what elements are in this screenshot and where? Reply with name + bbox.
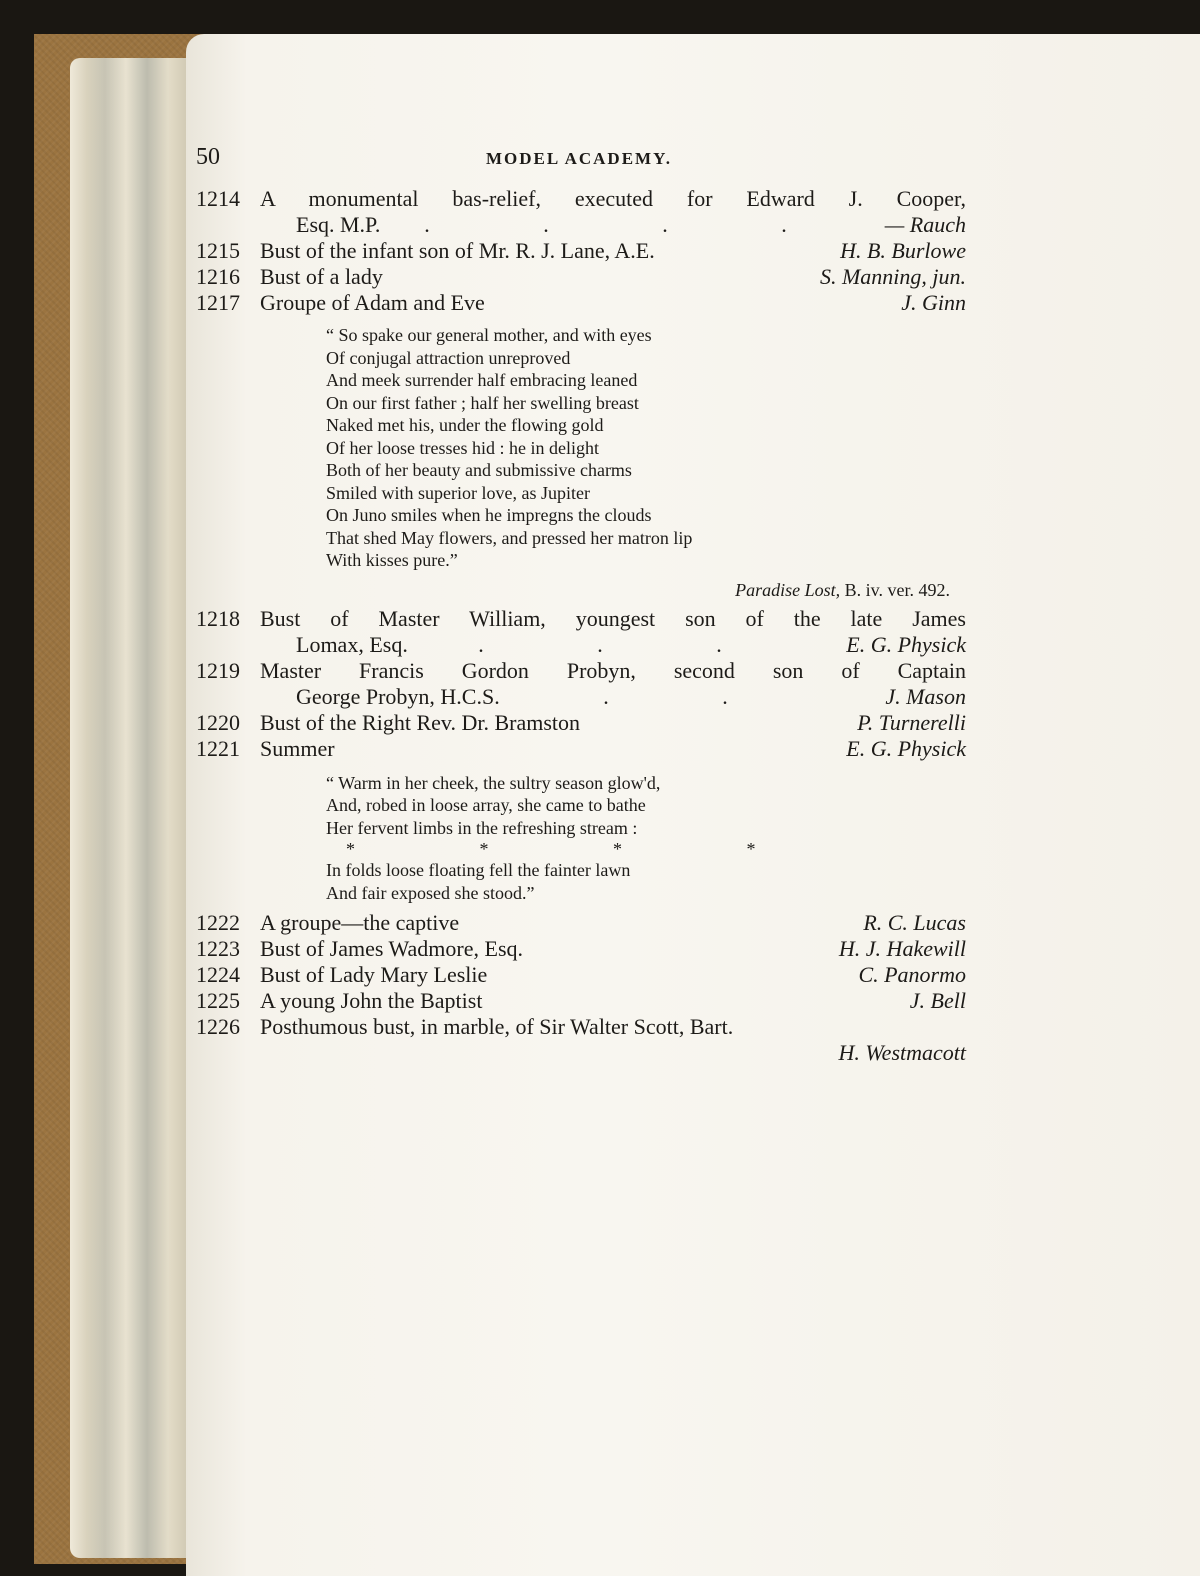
- catalogue-entry: [196, 238, 966, 264]
- catalogue-entry: [196, 910, 966, 936]
- entry-title: A groupe—the captive: [260, 910, 460, 935]
- leader-dots: . . . .: [424, 212, 841, 237]
- catalogue-entry: [196, 264, 966, 290]
- entry-number: 1215: [196, 238, 240, 263]
- entry-artist: R. C. Lucas: [863, 910, 966, 935]
- entry-title: A young John the Baptist: [260, 988, 483, 1013]
- catalogue-entry: [196, 1014, 966, 1066]
- entry-title: Summer: [260, 735, 335, 761]
- verse-line: In folds loose floating fell the fainter lawn: [326, 860, 631, 880]
- entry-artist: H. B. Burlowe: [840, 238, 966, 263]
- catalogue-entry: [196, 606, 966, 658]
- entry-artist: H. J. Hakewill: [838, 936, 966, 961]
- leader-dots: . .: [603, 683, 782, 709]
- entry-number: 1220: [196, 709, 240, 735]
- entry-title: Master Francis Gordon Probyn, second son of Captain: [260, 657, 966, 683]
- leader-dots: . . .: [478, 631, 776, 657]
- entry-artist: E. G. Physick: [846, 735, 966, 761]
- running-head: [196, 140, 966, 186]
- verse-line: And meek surrender half embracing leaned: [326, 370, 638, 390]
- entry-artist: J. Bell: [909, 988, 966, 1013]
- verse-line: Smiled with superior love, as Jupiter: [326, 482, 590, 503]
- catalogue-entry: [196, 936, 966, 962]
- entry-artist: J. Mason: [885, 683, 966, 709]
- entry-artist: C. Panormo: [858, 962, 966, 987]
- page-number: 50: [196, 144, 220, 170]
- entry-artist: — Rauch: [884, 212, 966, 237]
- catalogue-entry: [196, 710, 966, 736]
- entry-artist: S. Manning, jun.: [819, 264, 966, 289]
- entry-title: Bust of a lady: [260, 264, 383, 289]
- entry-artist: P. Turnerelli: [857, 709, 966, 735]
- catalogue-entry: [196, 962, 966, 988]
- catalogue-entry: [196, 186, 966, 238]
- verse-line: Both of her beauty and submissive charms: [326, 460, 632, 480]
- entry-artist: H. Westmacott: [838, 1040, 966, 1065]
- verse-line: Of her loose tresses hid : he in delight: [326, 437, 599, 458]
- verse-line: On our first father ; half her swelling breast: [326, 392, 639, 413]
- entry-number: 1216: [196, 264, 240, 289]
- entry-title: Bust of Lady Mary Leslie: [260, 962, 488, 987]
- entry-artist: E. G. Physick: [846, 631, 966, 657]
- entry-number: 1224: [196, 962, 240, 987]
- verse-quotation: [326, 772, 966, 905]
- entry-number: 1221: [196, 735, 240, 761]
- verse-line: Naked met his, under the flowing gold: [326, 415, 604, 435]
- verse-citation: [196, 578, 966, 602]
- verse-line: “ Warm in her cheek, the sultry season glow'd,: [326, 772, 661, 793]
- entry-number: 1222: [196, 910, 240, 935]
- catalogue-entry: [196, 988, 966, 1014]
- verse-line: On Juno smiles when he impregns the clouds: [326, 505, 652, 525]
- entry-number: 1217: [196, 290, 240, 315]
- catalogue-entry: [196, 290, 966, 316]
- entry-artist: J. Ginn: [901, 290, 966, 315]
- running-title: MODEL ACADEMY.: [486, 149, 673, 168]
- verse-line: Of conjugal attraction unreproved: [326, 347, 571, 368]
- entry-title: Bust of the Right Rev. Dr. Bramston: [260, 709, 581, 735]
- entry-title: A monumental bas-relief, executed for Edward J. Cooper,: [260, 186, 966, 211]
- entry-number: 1214: [196, 186, 240, 211]
- entry-number: 1223: [196, 936, 240, 961]
- verse-line: And fair exposed she stood.”: [326, 882, 535, 903]
- entry-title-continued: George Probyn, H.C.S.: [296, 683, 500, 709]
- entry-number: 1225: [196, 988, 240, 1013]
- entry-title: Groupe of Adam and Eve: [260, 290, 485, 315]
- citation-work: Paradise Lost,: [735, 579, 841, 600]
- entry-title: Bust of Master William, youngest son of the late James: [260, 605, 966, 631]
- ellipsis-stars: * * * *: [346, 839, 816, 859]
- entry-title: Bust of James Wadmore, Esq.: [260, 936, 524, 961]
- verse-line: Her fervent limbs in the refreshing stream :: [326, 817, 638, 838]
- entry-title: Posthumous bust, in marble, of Sir Walter Scott, Bart.: [260, 1014, 734, 1039]
- catalogue-entry: [196, 736, 966, 762]
- verse-line: “ So spake our general mother, and with eyes: [326, 325, 652, 345]
- entry-number: 1226: [196, 1014, 240, 1039]
- citation-reference: B. iv. ver. 492.: [840, 579, 950, 600]
- page-content: [196, 140, 966, 1066]
- verse-line: That shed May flowers, and pressed her matron lip: [326, 527, 693, 548]
- verse-line: And, robed in loose array, she came to bathe: [326, 795, 646, 815]
- entry-number: 1219: [196, 657, 240, 683]
- verse-line: With kisses pure.”: [326, 550, 458, 570]
- entry-title-continued: Esq. M.P.: [296, 212, 381, 237]
- entry-title: Bust of the infant son of Mr. R. J. Lane, A.E.: [260, 238, 655, 263]
- entry-number: 1218: [196, 605, 240, 631]
- entry-title-continued: Lomax, Esq.: [296, 631, 408, 657]
- verse-quotation: [326, 324, 966, 572]
- catalogue-entry: [196, 658, 966, 710]
